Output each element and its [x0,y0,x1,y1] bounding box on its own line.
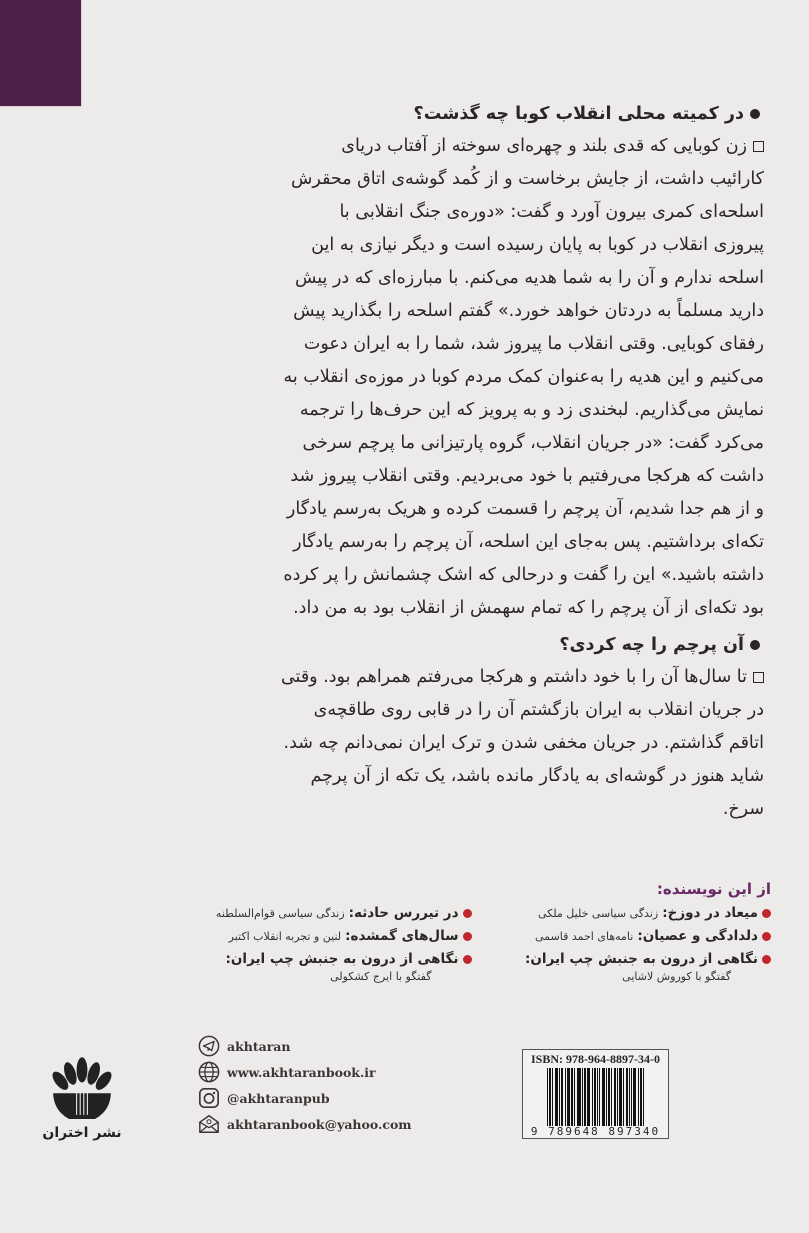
back-cover-text [208,98,764,826]
book-item: میعاد در دوزخ: زندگی سیاسی خلیل ملکی [486,904,772,923]
book-item: دلدادگی و عصیان: نامه‌های احمد قاسمی [486,927,772,946]
instagram-icon [198,1087,220,1109]
barcode-bars [527,1068,664,1126]
answer-line: کارائیب داشت، از جایش برخاست و از کُمد گوشه‌ی اتاق محقرش [291,169,764,189]
answer-line: رفقای کوبایی. وقتی انقلاب ما پیروز شد، شما را به ایران دعوت [303,334,764,354]
answer-line: در جریان انقلاب به ایران بازگشتم آن را در قابی روی طاقچه‌ی [313,700,764,720]
bullet-icon [750,109,760,119]
publisher-logo [42,1055,122,1141]
answer-line: شاید هنوز در گوشه‌ای به یادگار مانده باشد، یک تکه از آن پرچم [310,766,764,786]
publisher-name: نشر اختران [42,1125,122,1141]
answer-line: می‌کنیم و این هدیه را به‌عنوان کمک مردم کوبا در موزه‌ی انقلاب به [283,367,764,387]
answer-line: داشته باشید.» این را گفت و درحالی که اشک چشمانش را پر کرده [283,565,764,585]
answer-line: اسلحه‌ای کمری بیرون آورد و گفت: «دوره‌ی جنگ انقلابی با [339,202,764,222]
contact-telegram[interactable]: akhtaran [198,1033,412,1059]
question-heading-1: در کمیته محلی انقلاب کوبا چه گذشت؟ [208,98,764,130]
red-bullet-icon [762,955,771,964]
book-item: در تیررس حادثه: زندگی سیاسی قوام‌السلطنه [186,904,472,923]
answer-line: پیروزی انقلاب در کوبا به پایان رسیده است و دیگر نیازی به این [311,235,764,255]
question-heading-2: آن پرچم را چه کردی؟ [208,629,764,661]
answer-2 [208,661,764,826]
book-item: نگاهی از درون به جنبش چپ ایران: گفتگو با کوروش لاشایی [486,950,772,986]
isbn-label: ISBN: 978-964-8897-34-0 [531,1052,660,1066]
answer-line: اسلحه ندارم و آن را به شما هدیه می‌کنم. با مبارزه‌ای که در پیش [294,268,764,288]
answer-line: می‌کرد گفت: «در جریان انقلاب، گروه پارتیزانی ما پرچم سرخی [302,433,764,453]
answer-1 [208,130,764,625]
answer-line: تکه‌ای برداشتیم. پس به‌جای این اسلحه، آن پرچم را به‌رسم یادگار [293,532,764,552]
square-bullet-icon [753,672,764,683]
answer-line: داشت که هرکجا می‌رفتیم با خود می‌بردیم. وقتی انقلاب پیروز شد [290,466,764,486]
other-books-title: از این نویسنده: [656,880,771,898]
red-bullet-icon [463,909,472,918]
other-books-section [186,880,771,986]
book-item: سال‌های گمشده: لنین و تجربه انقلاب اکتبر [186,927,472,946]
globe-icon [198,1061,220,1083]
contact-email[interactable]: akhtaranbook@yahoo.com [198,1111,412,1137]
answer-line: اتاقم گذاشتم. در جریان مخفی شدن و ترک ایران نمی‌دانم چه شد. [283,733,764,753]
square-bullet-icon [753,141,764,152]
red-bullet-icon [463,955,472,964]
red-bullet-icon [762,909,771,918]
answer-line: زن کوبایی که قدی بلند و چهره‌ای سوخته از آفتاب دریای [208,130,764,163]
isbn-digits: 9 789648 897340 [530,1125,661,1138]
answer-line: نمایش می‌گذاریم. لبخندی زد و به پرویز که این حرف‌ها را ترجمه [299,400,764,420]
publisher-flower-icon [46,1055,118,1119]
other-books-list [186,904,771,986]
accent-color-block [0,0,82,107]
contact-instagram[interactable]: @akhtaranpub [198,1085,412,1111]
answer-line: سرخ. [722,799,764,819]
contact-list [198,1033,412,1137]
red-bullet-icon [463,932,472,941]
telegram-icon [198,1035,220,1057]
contact-website[interactable]: www.akhtaranbook.ir [198,1059,412,1085]
answer-line: و از هم جدا شدیم، آن پرچم را قسمت کرده و هریک به‌رسم یادگار [286,499,764,519]
email-icon [198,1113,220,1135]
answer-line: بود تکه‌ای از آن پرچم را که تمام سهمش از انقلاب بود به من داد. [293,598,764,618]
bullet-icon [750,640,760,650]
red-bullet-icon [762,932,771,941]
answer-line: دارید مسلماً به دردتان خواهد خورد.» گفتم اسلحه را بگذارید پیش [293,301,764,321]
isbn-barcode [522,1049,669,1139]
book-item: نگاهی از درون به جنبش چپ ایران: گفتگو با ایرج کشکولی [186,950,472,986]
answer-line: تا سال‌ها آن را با خود داشتم و هرکجا می‌رفتم همراهم بود. وقتی [208,661,764,694]
